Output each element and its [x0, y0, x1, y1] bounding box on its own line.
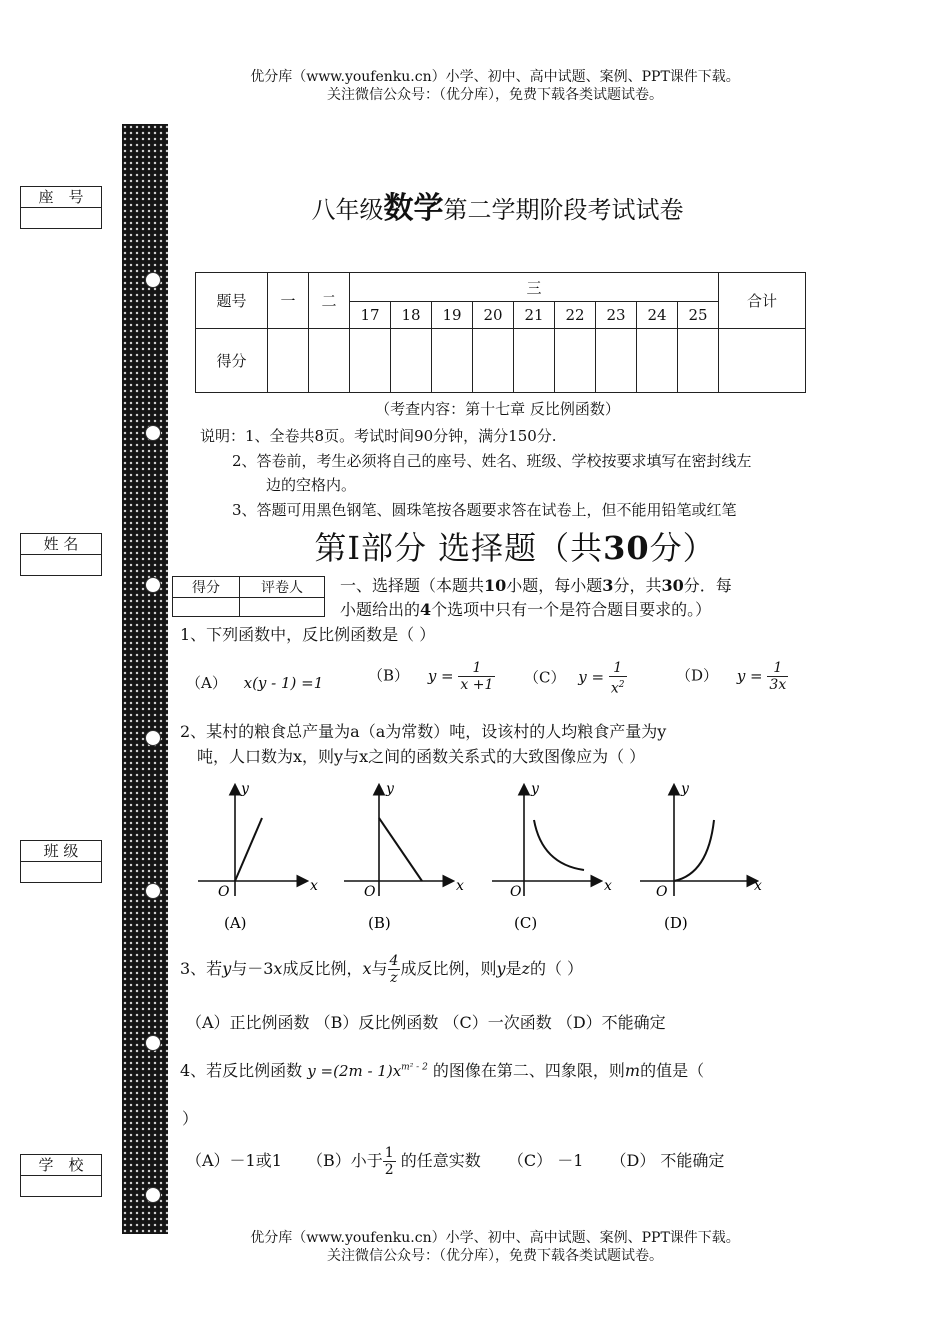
q3-text: 是: [505, 959, 522, 978]
q3-options[interactable]: （A）正比例函数 （B）反比例函数 （C）一次函数 （D）不能确定: [186, 1013, 666, 1032]
score-subcol: 24: [637, 302, 678, 329]
score-subcol: 20: [473, 302, 514, 329]
q1-b-lhs: y =: [427, 666, 454, 685]
note-2: 2、答卷前，考生必须将自己的座号、姓名、班级、学校按要求填写在密封线左: [232, 452, 752, 470]
score-cell[interactable]: [555, 329, 596, 393]
q4-expr: y =(2m - 1)x: [307, 1062, 402, 1080]
graph-d-caption: (D): [664, 914, 688, 932]
title-post: 第二学期阶段考试试卷: [443, 196, 684, 224]
class-box[interactable]: [20, 840, 102, 883]
q3-var: x: [273, 959, 283, 978]
instr-num: 4: [420, 600, 432, 619]
score-col-2: 二: [309, 273, 350, 329]
note-2-cont: 边的空格内。: [266, 476, 357, 494]
school-field[interactable]: [21, 1176, 101, 1196]
q1-d-num: 1: [773, 660, 783, 676]
section-title: [0, 523, 950, 569]
instructions-line-2: [340, 597, 711, 620]
q3-text: 与: [371, 959, 388, 978]
section-title-post: 分）: [649, 529, 716, 567]
footer-line-1: 优分库（www.youfenku.cn）小学、初中、高中试题、案例、PPT课件下载。: [250, 1230, 740, 1246]
score-cell[interactable]: [473, 329, 514, 393]
header-line-1: 优分库（www.youfenku.cn）小学、初中、高中试题、案例、PPT课件下载。: [250, 69, 740, 85]
title-pre: 八年级: [311, 196, 384, 224]
q1-option-b[interactable]: [368, 660, 495, 693]
q3-text: 成反比例，则: [400, 959, 497, 978]
q3-text: 3、若: [180, 959, 223, 978]
q1-option-c[interactable]: （C） y = $\frac{1}{x^2}$: [524, 660, 625, 697]
graph-a-y-label: y: [241, 781, 249, 797]
seat-number-label: 座 号: [21, 187, 101, 208]
q1-c-label: （C）: [524, 668, 566, 687]
note-3: 3、答题可用黑色钢笔、圆珠笔按各题要求答在试卷上，但不能用铅笔或红笔: [232, 501, 737, 519]
q4-text: 4、若反比例函数: [180, 1061, 303, 1080]
score-total-cell[interactable]: [719, 329, 806, 393]
score-row-label: 题号: [196, 273, 268, 329]
q1-stem: 1、下列函数中，反比例函数是（ ）: [180, 625, 436, 644]
section-title-num: 30: [603, 529, 650, 567]
graph-c-y-label: y: [531, 781, 539, 797]
grader-table: [172, 576, 325, 617]
class-label: 班 级: [21, 841, 101, 862]
page-title: [0, 183, 950, 227]
q4-option-d[interactable]: （D） 不能确定: [610, 1151, 725, 1170]
graph-c-caption: (C): [514, 914, 538, 932]
q3-var: y: [222, 959, 232, 978]
q1-c-num: 1: [613, 660, 623, 676]
q1-b-den: x +1: [460, 677, 494, 693]
score-cell[interactable]: [596, 329, 637, 393]
q1-option-a[interactable]: [186, 672, 323, 693]
note-1: 说明：1、全卷共8页。考试时间90分钟，满分150分.: [200, 427, 557, 445]
instr-text: 小题，每小题: [506, 576, 603, 595]
class-field[interactable]: [21, 862, 101, 882]
graph-d-origin: O: [656, 884, 668, 900]
q1-b-label: （B）: [368, 666, 410, 685]
q1-d-den: 3x: [769, 677, 787, 693]
q1-d-label: （D）: [676, 666, 719, 685]
q4-stem-2: ）: [182, 1109, 199, 1128]
q1-a-expr: x(y - 1) =1: [243, 674, 324, 692]
grader-score-cell[interactable]: [173, 598, 240, 617]
score-subcol: 21: [514, 302, 555, 329]
graph-a-x-label: x: [310, 878, 318, 894]
graph-c[interactable]: [492, 781, 612, 932]
score-cell[interactable]: [432, 329, 473, 393]
score-col-1: 一: [268, 273, 309, 329]
q4-option-c[interactable]: （C） －1: [507, 1151, 584, 1170]
punch-hole: [145, 577, 161, 593]
score-cell[interactable]: [350, 329, 391, 393]
title-subject: 数学: [383, 191, 444, 226]
score-cell[interactable]: [268, 329, 309, 393]
q1-c-lhs: y =: [578, 668, 605, 687]
graph-c-x-label: x: [604, 878, 612, 894]
graph-b-caption: (B): [368, 914, 391, 932]
score-subcol: 18: [391, 302, 432, 329]
q4-b-den: 2: [384, 1162, 394, 1178]
binding-strip: [122, 124, 168, 1234]
graph-b-x-label: x: [456, 878, 464, 894]
school-label: 学 校: [21, 1155, 101, 1176]
score-subcol: 22: [555, 302, 596, 329]
q4-exponent: m² - 2: [401, 1062, 428, 1073]
score-total-label: 合计: [719, 273, 806, 329]
q4-b-num: 1: [384, 1145, 394, 1161]
grader-name-label: 评卷人: [240, 577, 325, 598]
q2-stem-1: 2、某村的粮食总产量为a（a为常数）吨，设该村的人均粮食产量为y: [180, 722, 667, 741]
instr-text: 小题给出的: [340, 600, 421, 619]
graph-d-x-label: x: [754, 878, 762, 894]
graph-b[interactable]: [344, 781, 464, 932]
score-cell[interactable]: [309, 329, 350, 393]
instr-text: 分，共: [613, 576, 662, 595]
graph-a-caption: (A): [224, 914, 247, 932]
q1-c-den: x: [610, 680, 619, 697]
instr-num: 3: [602, 576, 614, 595]
q4-stem: [180, 1058, 704, 1081]
header-line-2: 关注微信公众号：（优分库），免费下载各类试题试卷。: [327, 87, 663, 103]
graph-a-origin: O: [218, 884, 230, 900]
q1-a-label: （A）: [186, 674, 227, 692]
q2-graphs: [190, 778, 770, 938]
exam-scope: （考查内容：第十七章 反比例函数）: [375, 400, 620, 418]
graph-c-origin: O: [510, 884, 522, 900]
q4-b-text2: 的任意实数: [400, 1151, 481, 1170]
instr-text: 个选项中只有一个是符合题目要求的。）: [431, 600, 712, 619]
q4-option-a[interactable]: （A）－1或1: [186, 1151, 282, 1170]
score-subcol: 25: [678, 302, 719, 329]
score-subcol: 23: [596, 302, 637, 329]
score-cell[interactable]: [391, 329, 432, 393]
q4-b-text: （B）小于: [307, 1151, 383, 1170]
instr-text: 一、选择题（本题共: [340, 576, 485, 595]
q1-d-lhs: y =: [736, 666, 763, 685]
q3-text: 的（ ）: [529, 959, 584, 978]
q3-text: 成反比例，: [282, 959, 363, 978]
punch-hole: [145, 425, 161, 441]
name-label: 姓 名: [21, 534, 101, 555]
punch-hole: [145, 272, 161, 288]
graph-a[interactable]: [198, 781, 318, 932]
q3-frac-num: 4: [389, 953, 399, 969]
graph-b-origin: O: [364, 884, 376, 900]
instr-num: 10: [484, 576, 507, 595]
graph-b-y-label: y: [386, 781, 394, 797]
instr-num: 30: [661, 576, 684, 595]
footer-line-2: 关注微信公众号：（优分库），免费下载各类试题试卷。: [327, 1248, 663, 1264]
q4-option-b[interactable]: [307, 1145, 481, 1178]
q3-var: y: [496, 959, 506, 978]
score-subcol: 17: [350, 302, 391, 329]
section-title-pre: 第Ⅰ部分 选择题（共: [314, 529, 604, 567]
score-cell[interactable]: [514, 329, 555, 393]
punch-hole: [145, 1187, 161, 1203]
school-box[interactable]: [20, 1154, 102, 1197]
q4-options: [186, 1145, 724, 1178]
score-cell[interactable]: [637, 329, 678, 393]
q4-var: m: [624, 1061, 641, 1080]
punch-hole: [145, 883, 161, 899]
score-row2-label: 得分: [196, 329, 268, 393]
grader-score-label: 得分: [173, 577, 240, 598]
score-subcol: 19: [432, 302, 473, 329]
q4-text: 的图像在第二、四象限，则: [432, 1061, 625, 1080]
q3-var: x: [362, 959, 372, 978]
punch-hole: [145, 1035, 161, 1051]
grader-name-cell[interactable]: [240, 598, 325, 617]
q1-option-d[interactable]: [676, 660, 788, 693]
punch-hole: [145, 730, 161, 746]
q3-stem: [180, 953, 583, 986]
score-cell[interactable]: [678, 329, 719, 393]
q1-b-num: 1: [472, 660, 482, 676]
q4-text: 的值是（: [640, 1061, 705, 1080]
instructions-line-1: [340, 573, 732, 596]
q2-stem-2: 吨，人口数为x，则y与x之间的函数关系式的大致图像应为（ ）: [197, 747, 646, 766]
score-table: [195, 272, 806, 393]
q3-frac-den: z: [388, 969, 401, 986]
score-col-3: 三: [350, 273, 719, 302]
q3-text: 与－3: [231, 959, 274, 978]
q3-var: z: [521, 959, 530, 978]
graph-d[interactable]: [640, 781, 762, 932]
graph-d-y-label: y: [681, 781, 689, 797]
instr-text: 分．每: [683, 576, 732, 595]
